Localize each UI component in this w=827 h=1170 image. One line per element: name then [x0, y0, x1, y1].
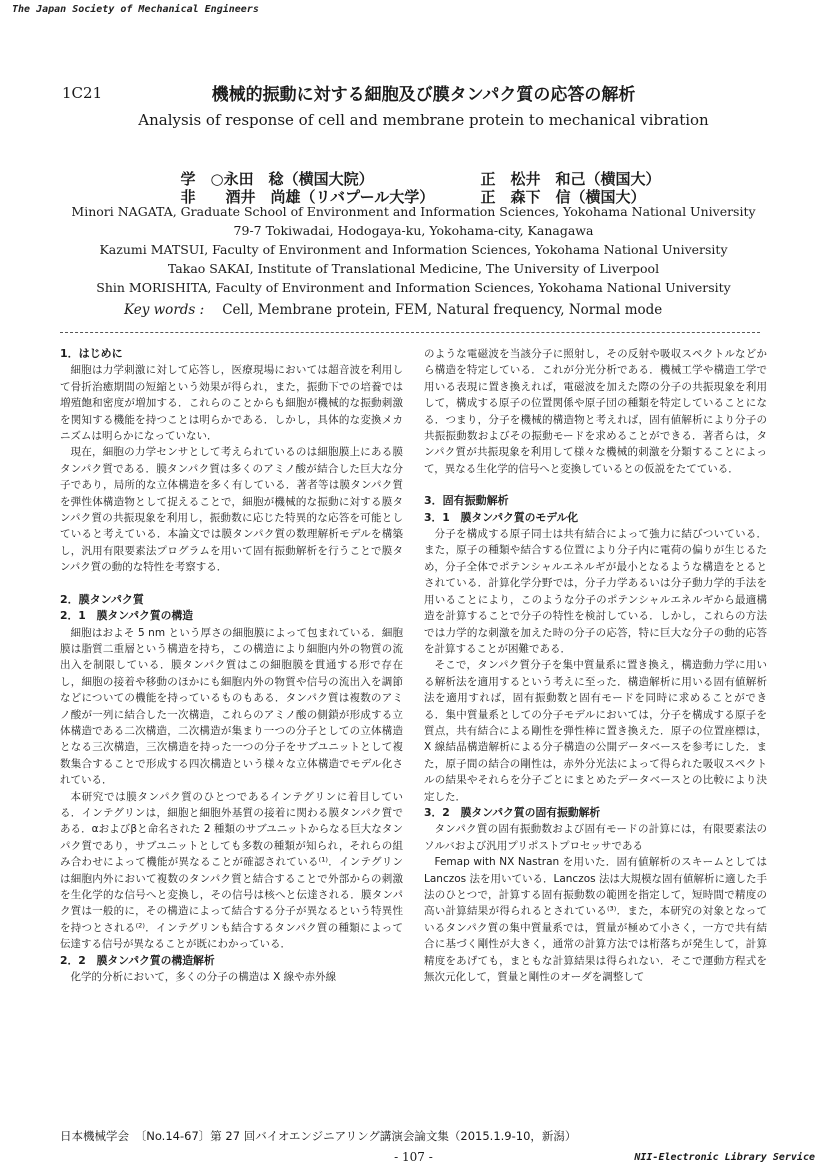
author-name: 酒井 尚雄（リバプール大学） — [210, 188, 435, 206]
affiliation-line: Shin MORISHITA, Faculty of Environment and Information Sciences, Yokohama National University — [96, 280, 731, 295]
keywords — [124, 302, 662, 318]
author-name: 松井 和己（横国大） — [510, 170, 661, 188]
section-heading: 3．固有振動解析 — [424, 494, 509, 508]
divider — [60, 332, 760, 333]
paper-code: 1C21 — [62, 84, 103, 102]
paragraph: 現在，細胞の力学センサとして考えられているのは細胞膜上にある膜タンパク質である．膜タンパク質は多くのアミノ酸が結合した巨大な分子であり，局所的な立体構造を多く有している．著者等は膜タンパク質を弾性体構造物として捉えることで，細胞が機械的な振動に対する膜タンパク質の共振現象を利用し，振動数に応じた特異的な応答を可能としていると考えている．本論文では膜タンパク質の数理解析モデルを構築し，汎用有限要素法プログラムを用いて固有振動解析を行うことで膜タンパク質の動的な特性を考察する． — [60, 446, 403, 574]
author-name: 森下 信（横国大） — [510, 188, 646, 206]
affiliation-line: Takao SAKAI, Institute of Translational Medicine, The University of Liverpool — [167, 261, 660, 276]
author-role: 正 — [480, 170, 496, 188]
paragraph: 分子を構成する原子同士は共有結合によって強力に結びついている．また，原子の種類や結合する位置により分子内に電荷の偏りが生じるため，分子全体でポテンシャルエネルギが最小となるような構造をとるとされている．計算化学分野では，分子力学あるいは分子動力学的手法を用いることにより，このような分子のポテンシャルエネルギから最適構造を計算することで分子の特性を検討している．しかし，これらの方法では力学的な刺激を加えた時の分子の応答，特に巨大な分子の動的応答を計算することが困難である． — [424, 528, 767, 655]
section-heading: 1．はじめに — [60, 347, 123, 360]
citation-footer: 日本機械学会 〔No.14-67〕第 27 回バイオエンジニアリング講演会論文集（2015.1.9-10，新潟） — [60, 1129, 577, 1143]
subsection-heading: 2．1 膜タンパク質の構造 — [60, 609, 194, 623]
paragraph: 細胞はおよそ 5 nm という厚さの細胞膜によって包まれている．細胞膜は脂質二重層という構造を持ち，この構造により細胞内外の物質の流出入を制限している．膜タンパク質はこの細胞膜を貫通する形で存在し，細胞の接着や移動のほかにも細胞内外の物質や信号の流出入を調節などについての機能を持っているものもある．タンパク質は複数のアミノ酸が一列に結合した一次構造，これらのアミノ酸の側鎖が形成する立体構造である二次構造，二次構造が集まり一つの分子としての立体構造となる三次構造，三次構造を持った一つの分子をサブユニットとして複数集合することで形成する四次構造という様々な立体構造でモデル化されている． — [60, 626, 403, 787]
author-name: ○永田 稔（横国大院） — [210, 170, 374, 188]
keywords-label: Key words : — [124, 302, 205, 318]
author-role: 正 — [480, 188, 496, 206]
author-role: 学 — [180, 170, 196, 188]
paragraph: 化学的分析において，多くの分子の構造は X 線や赤外線 — [70, 971, 337, 984]
paragraph: 本研究では膜タンパク質のひとつであるインテグリンに着目している．インテグリンは，細胞と細胞外基質の接着に関わる膜タンパク質である．αおよびβと命名された 2 種類のサブユニットからなる巨大なタンパク質であり，サブユニットとしても多数の種類が知られ，それらの組み合わせによって機能が異なることが確認されている⁽¹⁾．インテグリンは細胞内外において複数のタンパク質と結合することで外部からの刺激を生化学的な信号へと変換し，その信号は核へと伝達される．膜タンパク質は一般的に，その構造によって結合する分子が異なるという特異性を持つとされる⁽²⁾．インテグリンも結合するタンパク質の種類によって伝達する信号が異なることが既にわかっている． — [60, 790, 403, 951]
journal-header: The Japan Society of Mechanical Engineers — [12, 4, 259, 15]
section-heading: 2．膜タンパク質 — [60, 592, 144, 606]
paragraph: そこで，タンパク質分子を集中質量系に置き換え，構造動力学に用いる解析法を適用するという考えに至った．構造解析に用いる固有値解析法を適用すれば，固有振動数と固有モードを同時に求めることができる．集中質量系としての分子モデルにおいては，分子を構成する原子を質点，共有結合による剛性を弾性棒に置き換えた．原子の位置座標は，X 線結晶構造解析による分子構造の公開データベースを参考にした．また，原子間の結合の剛性は，赤外分光法によって得られた吸収スペクトルの結果やそれらを分子ごとにまとめたデータベースとの比較により決定した． — [424, 659, 767, 803]
column-left — [60, 346, 403, 985]
subsection-heading: 2．2 膜タンパク質の構造解析 — [60, 953, 215, 967]
paragraph: のような電磁波を当該分子に照射し，その反射や吸収スペクトルなどから構造を特定している．これが分光分析である．機械工学や構造工学で用いる表現に置き換えれば，電磁波を加えた際の分子の共振現象を利用して，構成する原子の位置関係や原子団の種類を特定していることになる．つまり，分子を機械的構造物と考えれば，固有値解析により分子の共振振動数およびその振動モードを求めることができる．著者らは，タンパク質が共振現象を利用して様々な機械的刺激を分類することによって，異なる生化学的信号へと変換しているとの仮説をたてている． — [424, 348, 767, 475]
nii-footer: NII-Electronic Library Service — [634, 1152, 815, 1163]
affiliation-line: 79-7 Tokiwadai, Hodogaya-ku, Yokohama-city, Kanagawa — [233, 223, 594, 238]
paragraph: Femap with NX Nastran を用いた．固有値解析のスキームとしては Lanczos 法を用いている．Lanczos 法は大規模な固有値解析に適した手法のひとつで，計算する固有振動数の範囲を指定して，短時間で精度の高い計算結果が得られるとされている⁽³⁾．また，本研究の対象となっているタンパク質の集中質量系では，質量が極めて小さく，一方で共有結合に基づく剛性が大きく，通常の計算方法では桁落ちが発生して，計算精度をあげても，まともな計算結果は得られない．そこで運動方程式を無次元化して，質量と剛性のオーダを調整して — [424, 856, 767, 984]
affiliation-line: Kazumi MATSUI, Faculty of Environment and Information Sciences, Yokohama National University — [99, 242, 728, 257]
keywords-list: Cell, Membrane protein, FEM, Natural frequency, Normal mode — [222, 302, 663, 318]
page-number: - 107 - — [394, 1150, 433, 1164]
column-right — [424, 346, 767, 985]
subsection-heading: 3．2 膜タンパク質の固有振動解析 — [424, 805, 601, 819]
title-japanese: 機械的振動に対する細胞及び膜タンパク質の応答の解析 — [211, 85, 636, 105]
paragraph: タンパク質の固有振動数および固有モードの計算には，有限要素法のソルバおよび汎用プリポストプロセッサである — [424, 823, 767, 852]
affiliation-line: Minori NAGATA, Graduate School of Environment and Information Sciences, Yokohama National University — [71, 204, 756, 219]
author-role: 非 — [180, 188, 196, 206]
title-english: Analysis of response of cell and membrane protein to mechanical vibration — [138, 111, 709, 129]
affiliations — [60, 202, 767, 297]
paragraph: 細胞は力学刺激に対して応答し，医療現場においては超音波を利用して骨折治癒期間の短縮という効果が得られ，また，振動下での培養では増殖飽和密度が増加する．これらのことからも細胞が機械的な振動刺激を関知する機能を持つことは明らかである．しかし，具体的な変換メカニズムは明らかになっていない． — [60, 364, 403, 443]
subsection-heading: 3．1 膜タンパク質のモデル化 — [424, 510, 579, 524]
